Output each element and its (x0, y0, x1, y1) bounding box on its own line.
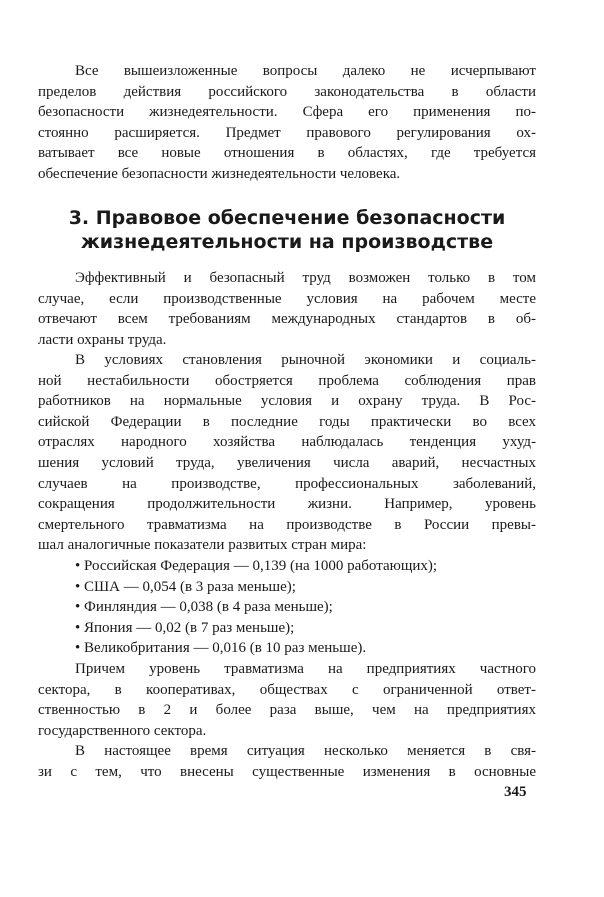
text-line: случаев на производстве, профессиональных заболеваний, (38, 475, 536, 492)
paragraph-1 (38, 268, 536, 350)
text-line: отвечают всем требованиям международных стандартов в об- (38, 311, 536, 328)
text-line: стоянно расширяется. Предмет правового регулирования ох- (38, 124, 536, 141)
text-line: обеспечение безопасности жизнедеятельности человека. (38, 165, 401, 182)
bullet-list (38, 556, 536, 659)
text-line: Причем уровень травматизма на предприятиях частного (75, 661, 536, 677)
list-item: • США — 0,054 (в 3 раза меньше); (75, 578, 296, 595)
text-line: сектора, в кооперативах, обществах с ограниченной ответ- (38, 681, 536, 698)
list-item: • Финляндия — 0,038 (в 4 раза меньше); (75, 599, 333, 616)
text-line: отраслях народного хозяйства наблюдалась тенденция ухуд- (38, 434, 536, 451)
text-line: В настоящее время ситуация несколько меняется в свя- (75, 743, 536, 759)
text-line: зи с тем, что внесены существенные изменения в основные (38, 763, 536, 780)
text-line: ласти охраны труда. (38, 331, 167, 348)
text-line: шения условий труда, увеличения числа аварий, несчастных (38, 454, 536, 471)
text-line: пределов действия российского законодательства в области (38, 83, 536, 100)
text-line: сийской Федерации в последние годы практически во всех (38, 413, 536, 430)
text-line: случае, если производственные условия на рабочем месте (38, 290, 536, 307)
text-line: ватывает все новые отношения в областях, где требуется (38, 145, 536, 162)
heading-line: 3. Правовое обеспечение безопасности (68, 207, 506, 229)
list-item: • Великобритания — 0,016 (в 10 раз меньше). (75, 640, 367, 657)
list-item: • Япония — 0,02 (в 7 раз меньше); (75, 619, 295, 636)
text-line: шал аналогичные показатели развитых стран мира: (38, 537, 367, 554)
text-line: ной нестабильности обостряется проблема соблюдения прав (38, 372, 536, 389)
text-line: Все вышеизложенные вопросы далеко не исчерпывают (75, 63, 536, 79)
intro-paragraph (38, 61, 536, 185)
text-line: работников на нормальные условия и охрану труда. В Рос- (38, 393, 536, 410)
paragraph-3 (38, 659, 536, 741)
section-heading (38, 206, 536, 254)
list-item: • Российская Федерация — 0,139 (на 1000 работающих); (75, 558, 438, 574)
text-line: сокращения продолжительности жизни. Например, уровень (38, 496, 536, 513)
text-line: Эффективный и безопасный труд возможен только в том (75, 270, 536, 286)
text-line: ственностью в 2 и более раза выше, чем на предприятиях (38, 702, 536, 719)
paragraph-4 (38, 741, 536, 782)
paragraph-2 (38, 350, 536, 556)
text-line: безопасности жизнедеятельности. Сфера его применения по- (38, 104, 536, 121)
heading-line: жизнедеятельности на производстве (80, 231, 494, 253)
text-line: В условиях становления рыночной экономики и социаль- (75, 352, 536, 368)
text-line: смертельного травматизма на производстве в России превы- (38, 516, 536, 533)
text-line: государственного сектора. (38, 722, 207, 739)
page-number: 345 (504, 784, 527, 800)
